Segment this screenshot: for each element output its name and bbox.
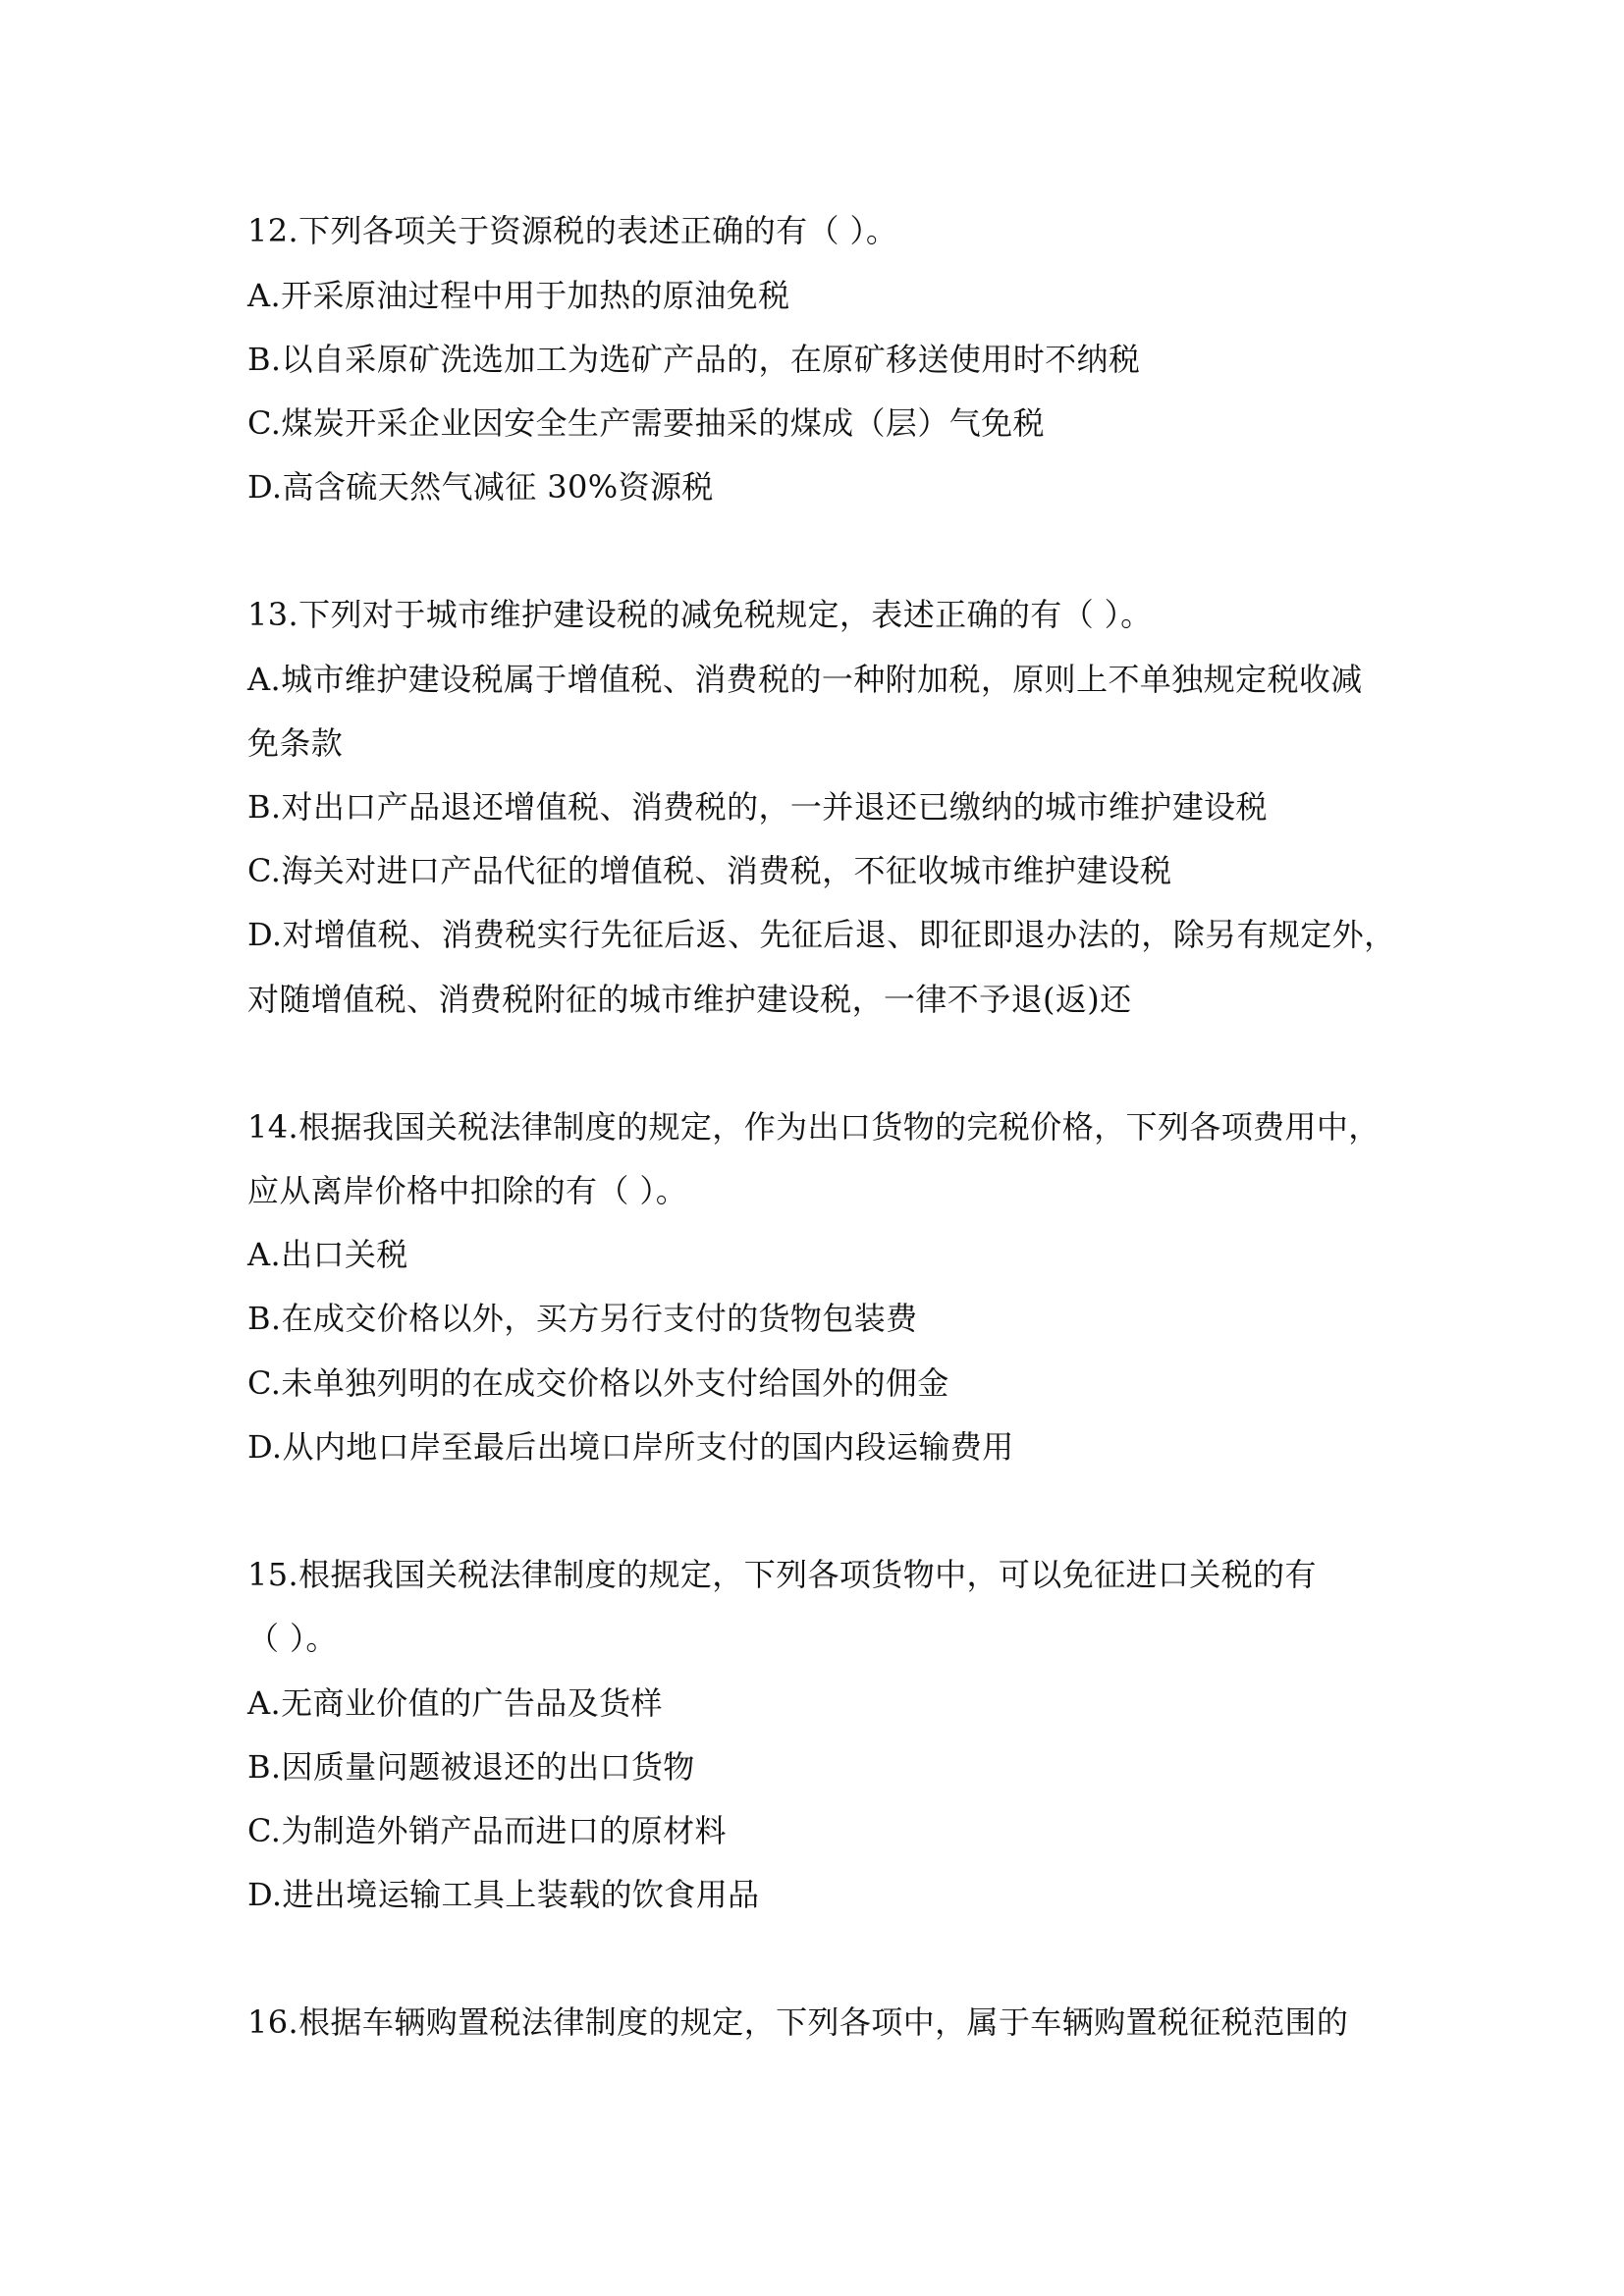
question-12-option-b: B.以自采原矿洗选加工为选矿产品的，在原矿移送使用时不纳税 (247, 341, 1141, 378)
question-13-option-a-line-2: 免条款 (247, 724, 344, 762)
question-15-option-d: D.进出境运输工具上装载的饮食用品 (247, 1876, 760, 1913)
question-14-option-b: B.在成交价格以外，买方另行支付的货物包装费 (247, 1300, 918, 1337)
question-14-stem-line-2: 应从离岸价格中扣除的有（ ）。 (247, 1172, 688, 1209)
question-14-option-a: A.出口关税 (247, 1236, 408, 1273)
question-12-option-c: C.煤炭开采企业因安全生产需要抽采的煤成（层）气免税 (247, 404, 1045, 442)
question-15-option-c: C.为制造外销产品而进口的原材料 (247, 1812, 727, 1849)
question-13-stem: 13.下列对于城市维护建设税的减免税规定，表述正确的有（ ）。 (247, 596, 1153, 633)
question-12-option-a: A.开采原油过程中用于加热的原油免税 (247, 277, 790, 314)
question-15-option-a: A.无商业价值的广告品及货样 (247, 1684, 663, 1722)
question-14-option-c: C.未单独列明的在成交价格以外支付给国外的佣金 (247, 1364, 949, 1402)
question-14-option-d: D.从内地口岸至最后出境口岸所支付的国内段运输费用 (247, 1428, 1014, 1466)
question-15-stem-line-1: 15.根据我国关税法律制度的规定，下列各项货物中，可以免征进口关税的有 (247, 1556, 1317, 1593)
question-13-option-d-line-2: 对随增值税、消费税附征的城市维护建设税，一律不予退(返)还 (247, 981, 1132, 1018)
question-13-option-a-line-1: A.城市维护建设税属于增值税、消费税的一种附加税，原则上不单独规定税收减 (247, 661, 1363, 698)
question-13-option-d-line-1: D.对增值税、消费税实行先征后返、先征后退、即征即退办法的，除另有规定外， (247, 916, 1396, 953)
question-12-stem: 12.下列各项关于资源税的表述正确的有（ ）。 (247, 212, 898, 249)
question-13-option-b: B.对出口产品退还增值税、消费税的，一并退还已缴纳的城市维护建设税 (247, 788, 1268, 826)
question-15-option-b: B.因质量问题被退还的出口货物 (247, 1748, 695, 1786)
question-14-stem-line-1: 14.根据我国关税法律制度的规定，作为出口货物的完税价格，下列各项费用中， (247, 1108, 1380, 1146)
question-13-option-c: C.海关对进口产品代征的增值税、消费税，不征收城市维护建设税 (247, 852, 1172, 889)
question-15-stem-line-2: （ ）。 (247, 1620, 338, 1657)
question-16-stem: 16.根据车辆购置税法律制度的规定，下列各项中，属于车辆购置税征税范围的 (247, 2003, 1349, 2041)
question-12-option-d: D.高含硫天然气减征 30%资源税 (247, 468, 714, 506)
